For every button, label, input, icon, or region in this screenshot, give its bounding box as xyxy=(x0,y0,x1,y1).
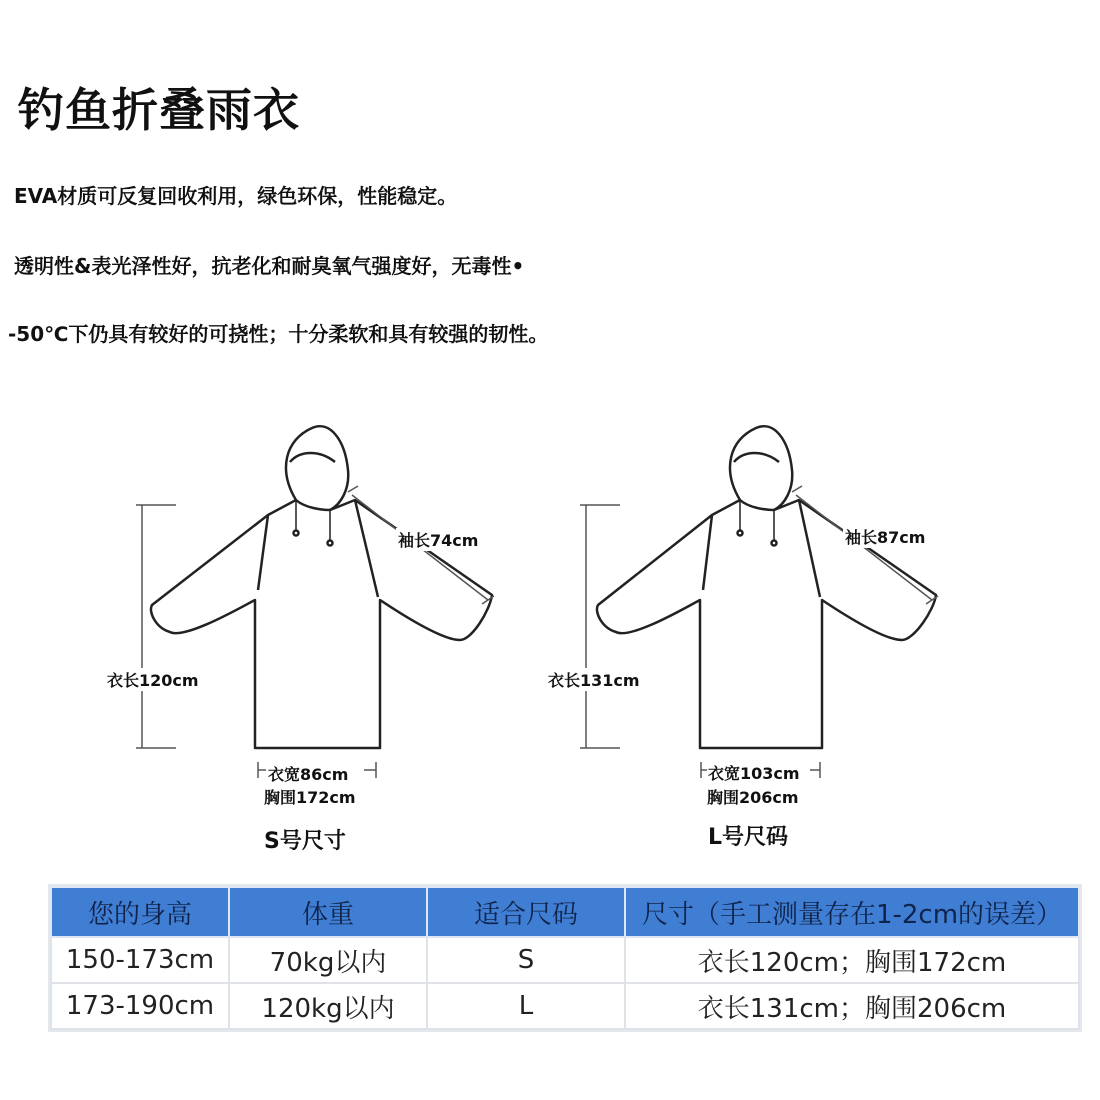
cell-measurements: 衣长120cm；胸围172cm xyxy=(625,937,1079,983)
cell-height: 173-190cm xyxy=(51,983,229,1029)
l-chest-label: 胸围206cm xyxy=(707,788,799,807)
l-size-caption: L号尺码 xyxy=(708,825,789,850)
l-sleeve-length-label: 袖长87cm xyxy=(843,525,927,548)
cell-weight: 70kg以内 xyxy=(229,937,427,983)
l-body-length-label: 衣长131cm xyxy=(546,668,642,691)
cell-size: L xyxy=(427,983,625,1029)
table-row xyxy=(51,937,1079,983)
raincoat-s-outline xyxy=(151,426,492,748)
raincoat-l-outline xyxy=(597,426,936,748)
cell-weight: 120kg以内 xyxy=(229,983,427,1029)
size-table-header-row xyxy=(51,887,1079,937)
header-weight: 体重 xyxy=(229,887,427,937)
size-table xyxy=(50,886,1080,1030)
header-measurements: 尺寸（手工测量存在1-2cm的误差） xyxy=(625,887,1079,937)
table-row xyxy=(51,983,1079,1029)
s-chest-label: 胸围172cm xyxy=(264,788,356,807)
header-height: 您的身高 xyxy=(51,887,229,937)
s-sleeve-length-label: 袖长74cm xyxy=(396,528,480,551)
l-width-label: 衣宽103cm xyxy=(708,764,800,783)
description-line-2: 透明性&表光泽性好，抗老化和耐臭氧气强度好，无毒性• xyxy=(14,254,525,278)
cell-size: S xyxy=(427,937,625,983)
header-size: 适合尺码 xyxy=(427,887,625,937)
description-line-3: -50℃下仍具有较好的可挠性；十分柔软和具有较强的韧性。 xyxy=(8,322,549,346)
description-line-1: EVA材质可反复回收利用，绿色环保，性能稳定。 xyxy=(14,184,458,208)
s-size-caption: S号尺寸 xyxy=(264,829,346,854)
cell-measurements: 衣长131cm；胸围206cm xyxy=(625,983,1079,1029)
page-title: 钓鱼折叠雨衣 xyxy=(18,83,300,137)
s-width-label: 衣宽86cm xyxy=(268,765,349,784)
s-body-length-label: 衣长120cm xyxy=(105,668,201,691)
cell-height: 150-173cm xyxy=(51,937,229,983)
